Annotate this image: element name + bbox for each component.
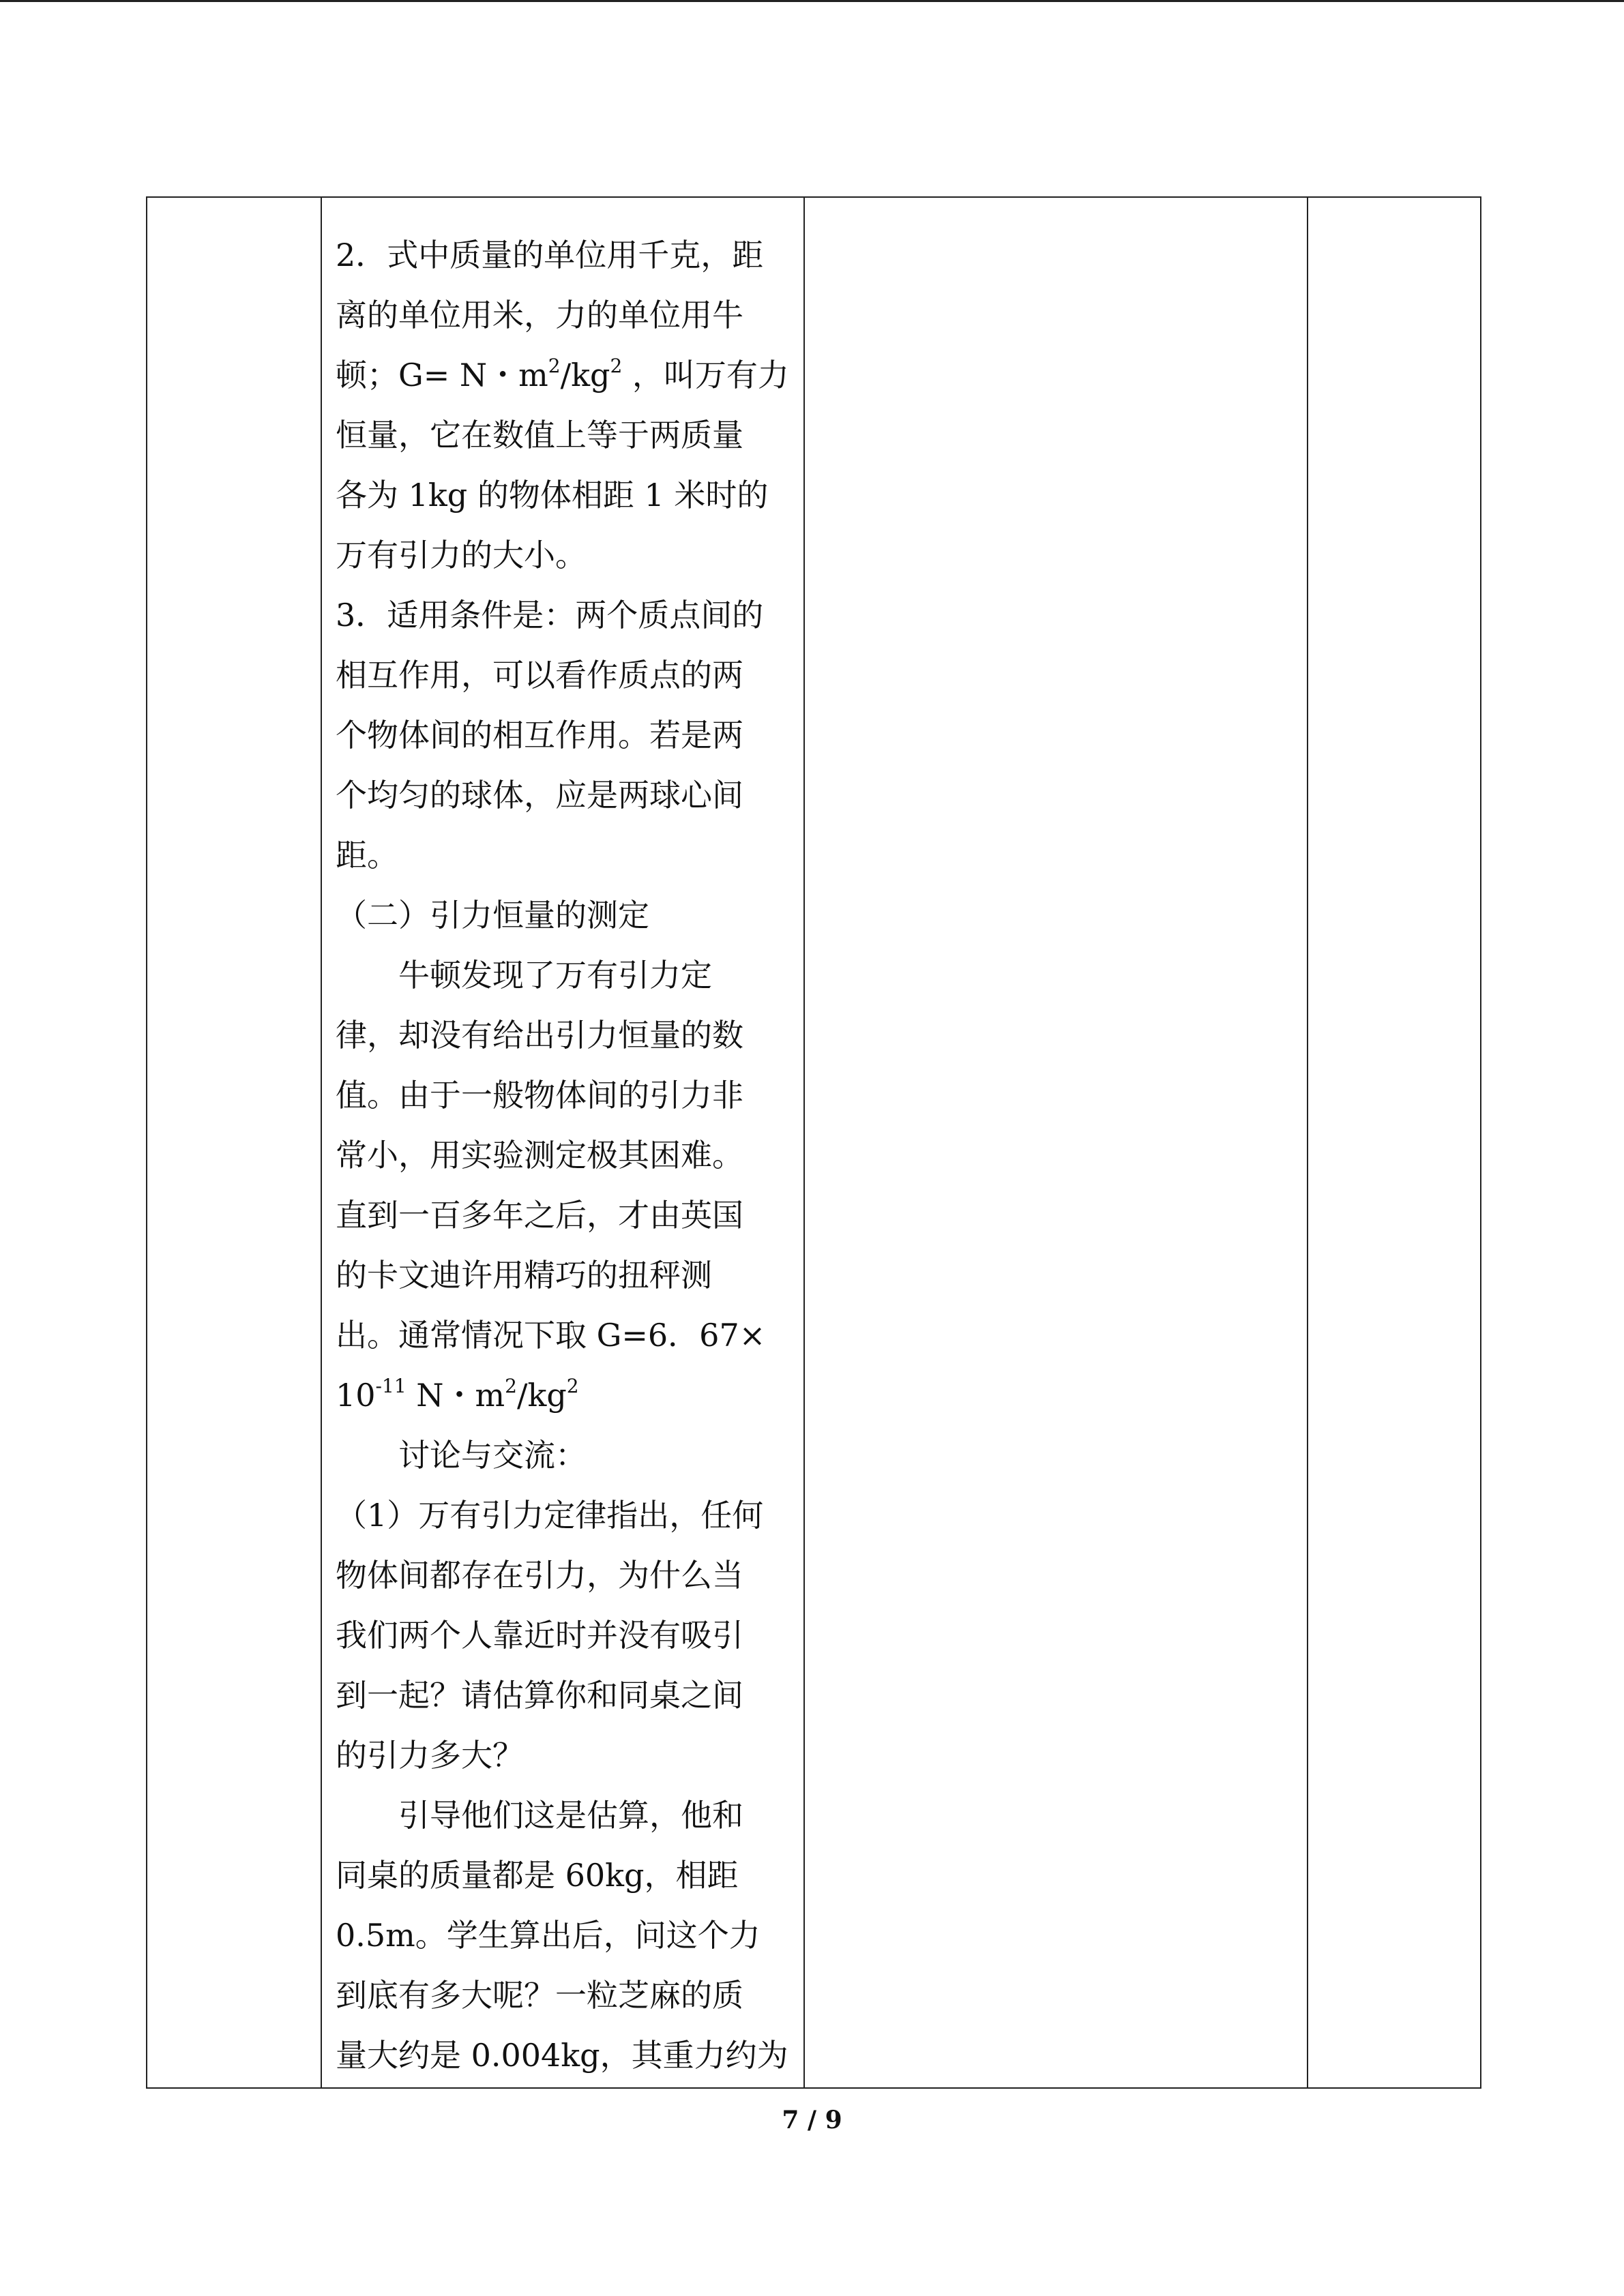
text-line: 引导他们这是估算，他和: [398, 1797, 743, 1834]
column-divider-3: [1307, 196, 1308, 2089]
text-line: 离的单位用米，力的单位用牛: [336, 297, 743, 333]
superscript: 2: [548, 354, 561, 377]
text-line: 距。: [336, 837, 398, 874]
teaching-content-cell: [322, 196, 805, 2089]
text-line: 到一起？请估算你和同桌之间: [336, 1677, 743, 1714]
text-line: 出。通常情况下取 G=6．67×: [336, 1317, 766, 1354]
section-heading: （二）引力恒量的测定: [336, 897, 649, 934]
text-line: 牛顿发现了万有引力定: [398, 957, 712, 994]
text-line: 量大约是 0.004kg，其重力约为: [336, 2037, 788, 2074]
formula-text: N・m: [406, 1377, 505, 1414]
text-line: 恒量，它在数值上等于两质量: [336, 417, 743, 453]
formula-line: [336, 1365, 797, 1425]
text-line: 常小，用实验测定极其困难。: [336, 1137, 743, 1174]
text-line: 律，却没有给出引力恒量的数: [336, 1017, 743, 1054]
text-line: 同桌的质量都是 60kg，相距: [336, 1857, 739, 1894]
text-line: 到底有多大呢？一粒芝麻的质: [336, 1977, 743, 2014]
superscript: -11: [375, 1374, 407, 1397]
formula-text: /kg: [560, 357, 610, 393]
text-line: 0.5m。学生算出后，问这个力: [336, 1917, 761, 1954]
text-line: （1）万有引力定律指出，任何: [336, 1497, 764, 1534]
text-line: 3．适用条件是：两个质点间的: [336, 597, 764, 633]
formula-text: 10: [336, 1377, 376, 1414]
text-line: 的引力多大？: [336, 1737, 524, 1774]
superscript: 2: [566, 1374, 579, 1397]
formula-text: 顿；G= N・m: [336, 357, 548, 393]
text-line: 个均匀的球体，应是两球心间: [336, 777, 743, 814]
page-top-border: [0, 0, 1624, 2]
formula-text: ，叫万有力: [622, 357, 789, 393]
page-number: 7 / 9: [782, 2106, 842, 2134]
text-line: 值。由于一般物体间的引力非: [336, 1077, 743, 1114]
formula-text: /kg: [516, 1377, 567, 1414]
text-line: 直到一百多年之后，才由英国: [336, 1197, 743, 1234]
text-line: 各为 1kg 的物体相距 1 米时的: [336, 477, 769, 513]
text-line: 相互作用，可以看作质点的两: [336, 657, 743, 694]
formula-line: [336, 345, 797, 405]
text-line: 个物体间的相互作用。若是两: [336, 717, 743, 754]
text-line: 我们两个人靠近时并没有吸引: [336, 1617, 743, 1654]
text-line: 万有引力的大小。: [336, 537, 587, 573]
text-line: 物体间都存在引力，为什么当: [336, 1557, 743, 1594]
discussion-heading: 讨论与交流：: [398, 1437, 587, 1474]
superscript: 2: [505, 1374, 517, 1397]
text-line: 2．式中质量的单位用千克，距: [336, 237, 764, 273]
superscript: 2: [610, 354, 623, 377]
text-line: 的卡文迪许用精巧的扭秤测: [336, 1257, 712, 1294]
